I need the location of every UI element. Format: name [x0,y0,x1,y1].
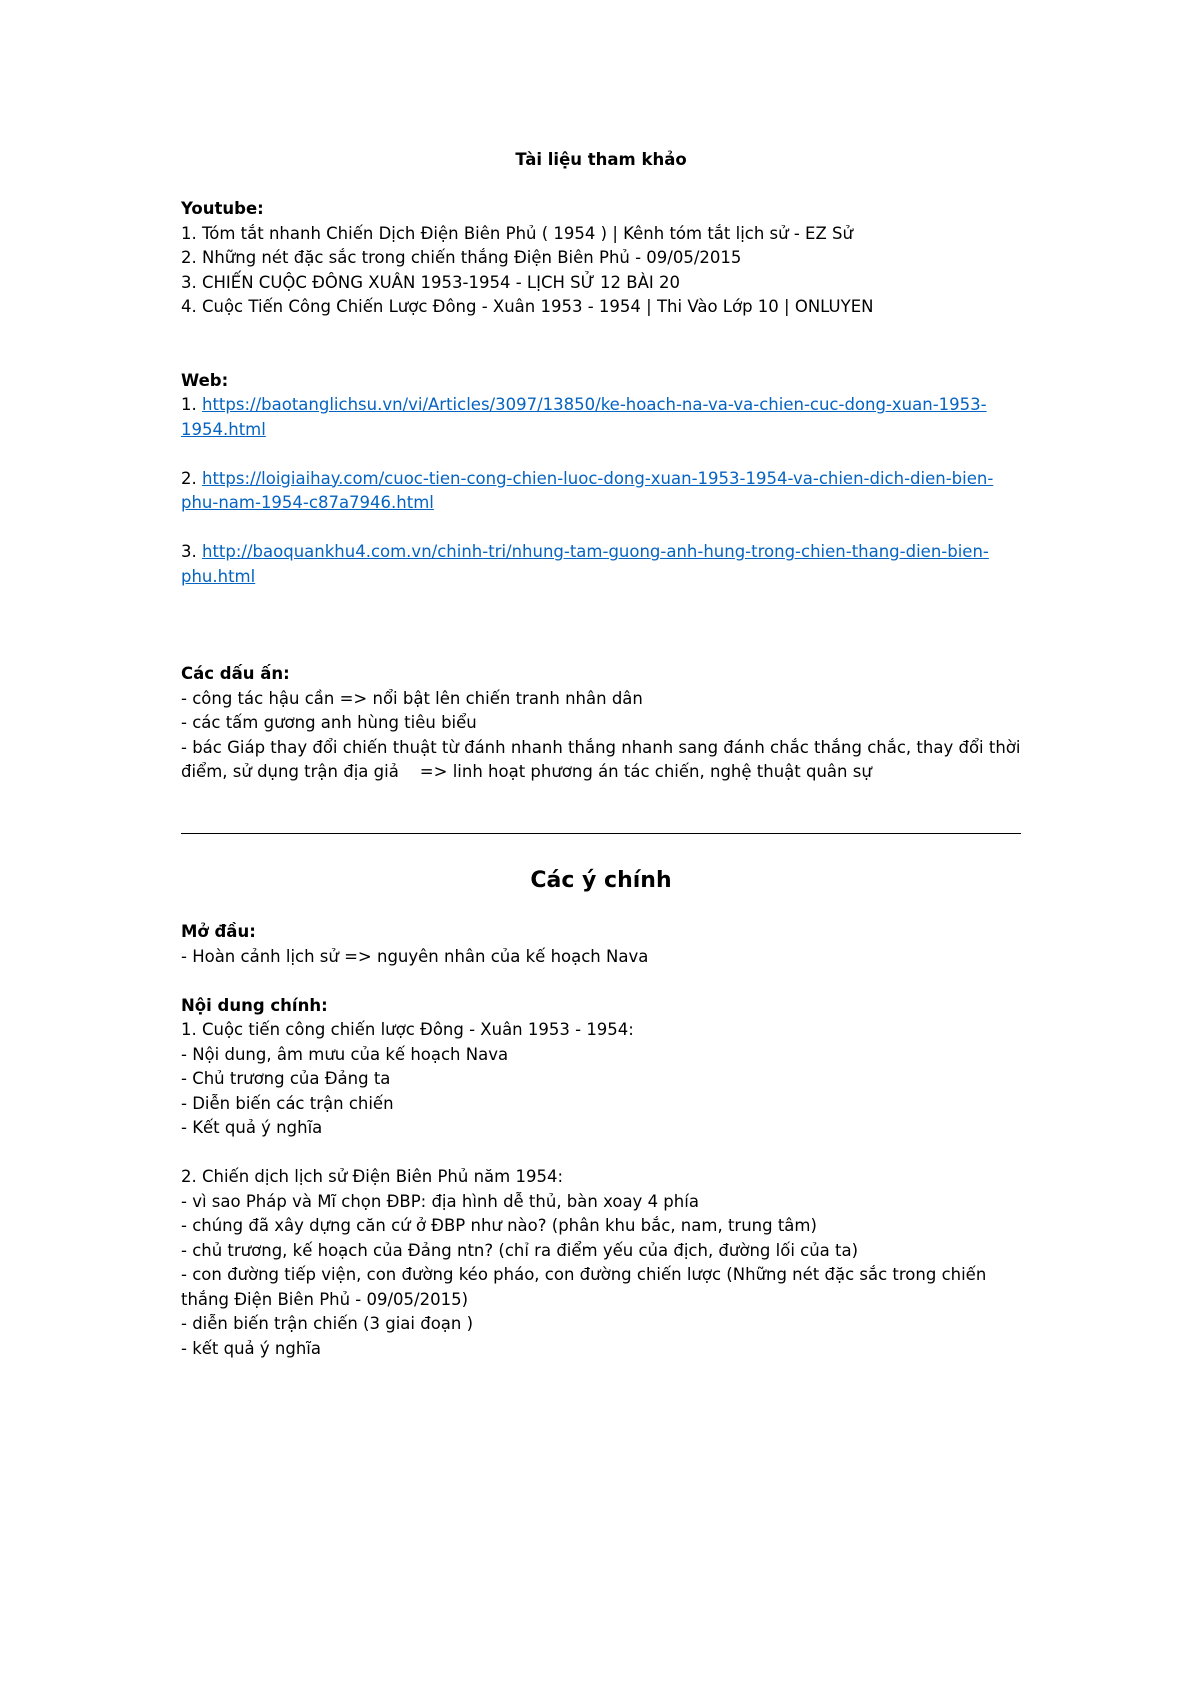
web-link-item [181,393,1021,442]
main-points-title: Các ý chính [530,868,672,893]
part2-line: 2. Chiến dịch lịch sử Điện Biên Phủ năm 1954: [181,1167,564,1186]
part2-line: thắng Điện Biên Phủ - 09/05/2015) [181,1289,469,1309]
part1-line: 1. Cuộc tiến công chiến lược Đông - Xuân 1953 - 1954: [181,1020,634,1039]
marks-line: - bác Giáp thay đổi chiến thuật từ đánh nhanh thắng nhanh sang đánh chắc thắng chắc, thay đổi thời [181,737,1021,757]
part1-line: - Diễn biến các trận chiến [181,1093,394,1113]
part2-line: - vì sao Pháp và Mĩ chọn ĐBP: địa hình dễ thủ, bàn xoay 4 phía [181,1191,699,1211]
web-link-item [181,467,1021,516]
web-link-continued[interactable]: phu-nam-1954-c87a7946.html [181,493,434,512]
web-link-number: 3. [181,542,202,561]
youtube-item: 4. Cuộc Tiến Công Chiến Lược Đông - Xuân 1953 - 1954 | Thi Vào Lớp 10 | ONLUYEN [181,297,874,316]
part2-line: - chúng đã xây dựng căn cứ ở ĐBP như nào? (phân khu bắc, nam, trung tâm) [181,1216,817,1235]
main-points-section [181,860,1021,1361]
part1-line: - Chủ trương của Đảng ta [181,1069,391,1088]
youtube-item: 1. Tóm tắt nhanh Chiến Dịch Điện Biên Phủ ( 1954 ) | Kênh tóm tắt lịch sử - EZ Sử [181,223,853,243]
document-title: Tài liệu tham khảo [515,150,687,169]
intro-heading: Mở đầu: [181,922,256,941]
part2-line: - kết quả ý nghĩa [181,1338,322,1358]
marks-heading: Các dấu ấn: [181,664,290,683]
youtube-item: 3. CHIẾN CUỘC ĐÔNG XUÂN 1953-1954 - LỊCH SỬ 12 BÀI 20 [181,272,680,292]
web-link-continued[interactable]: phu.html [181,566,256,586]
marks-line: - các tấm gương anh hùng tiêu biểu [181,713,477,732]
youtube-heading: Youtube: [181,199,264,218]
content-heading: Nội dung chính: [181,995,328,1015]
web-link-number: 1. [181,395,202,414]
part2-line: - chủ trương, kế hoạch của Đảng ntn? (chỉ ra điểm yếu của địch, đường lối của ta) [181,1240,859,1260]
marks-line: điểm, sử dụng trận địa giả => linh hoạt phương án tác chiến, nghệ thuật quân sự [181,762,872,781]
web-heading: Web: [181,370,229,390]
intro-line: - Hoàn cảnh lịch sử => nguyên nhân của kế hoạch Nava [181,946,649,966]
web-link[interactable]: https://baotanglichsu.vn/vi/Articles/3097/13850/ke-hoach-na-va-va-chien-cuc-dong-xuan-1953- [202,395,987,414]
marks-line: - công tác hậu cần => nổi bật lên chiến tranh nhân dân [181,688,643,708]
youtube-item: 2. Những nét đặc sắc trong chiến thắng Điện Biên Phủ - 09/05/2015 [181,248,742,267]
web-link[interactable]: http://baoquankhu4.com.vn/chinh-tri/nhung-tam-guong-anh-hung-trong-chien-thang-dien-bien- [202,542,989,561]
part1-line: - Nội dung, âm mưu của kế hoạch Nava [181,1044,509,1064]
web-link-item [181,540,1021,589]
web-link-continued[interactable]: 1954.html [181,419,266,439]
part2-line: - diễn biến trận chiến (3 giai đoạn ) [181,1314,474,1333]
part1-line: - Kết quả ý nghĩa [181,1118,323,1137]
document-top-section [181,140,1021,785]
web-link-number: 2. [181,468,202,488]
horizontal-divider [181,833,1021,834]
web-link[interactable]: https://loigiaihay.com/cuoc-tien-cong-chien-luoc-dong-xuan-1953-1954-va-chien-dich-dien-bien- [202,468,994,488]
part2-line: - con đường tiếp viện, con đường kéo pháo, con đường chiến lược (Những nét đặc sắc trong chiến [181,1265,987,1284]
